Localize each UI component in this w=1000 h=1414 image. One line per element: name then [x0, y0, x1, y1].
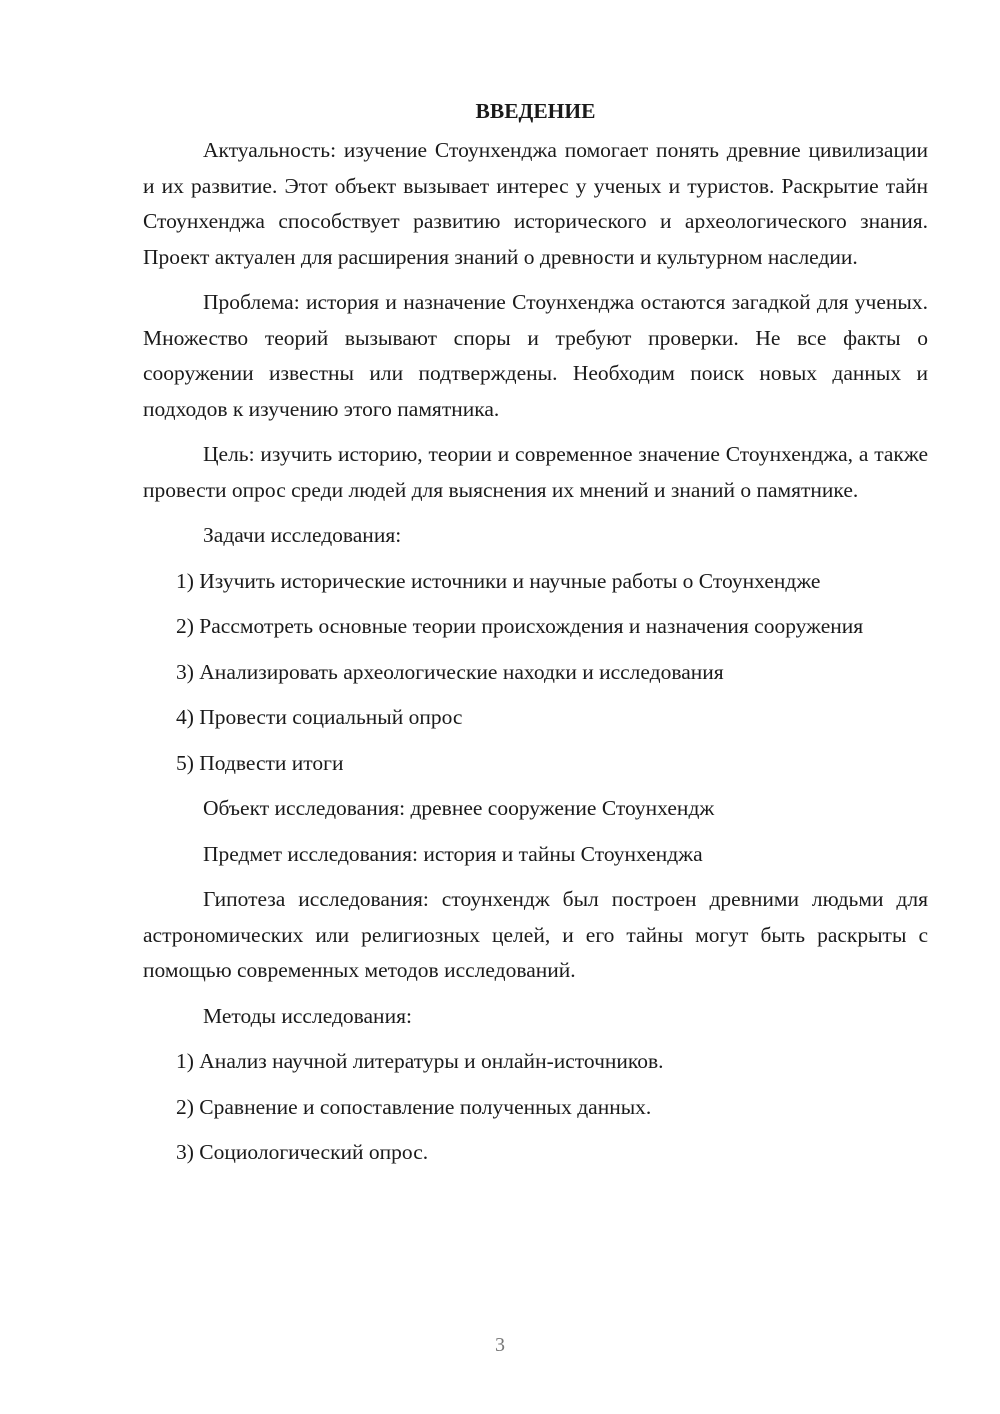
task-item: 5) Подвести итоги	[176, 750, 344, 775]
section-title: ВВЕДЕНИЕ	[475, 99, 596, 123]
goal-paragraph: Цель: изучить историю, теории и современное значение Стоунхенджа, а также провести опрос среди людей для выяснения их мнений и знаний о памятнике.	[143, 442, 928, 502]
methods-heading: Методы исследования:	[203, 1003, 412, 1028]
task-item: 2) Рассмотреть основные теории происхождения и назначения сооружения	[176, 614, 864, 638]
problem-paragraph: Проблема: история и назначение Стоунхенджа остаются загадкой для ученых. Множество теорий вызывают споры и требуют проверки. Не все факты о сооружении известны или подтверждены. Необходим поиск новых данных и подходов к изучению этого памятника.	[143, 290, 928, 421]
document-page	[143, 95, 928, 1181]
method-item: 3) Социологический опрос.	[176, 1140, 429, 1164]
method-item: 2) Сравнение и сопоставление полученных данных.	[176, 1094, 652, 1119]
method-item: 1) Анализ научной литературы и онлайн-источников.	[176, 1049, 664, 1073]
task-item: 4) Провести социальный опрос	[176, 705, 463, 729]
subject-paragraph: Предмет исследования: история и тайны Стоунхенджа	[203, 841, 703, 866]
task-item: 1) Изучить исторические источники и научные работы о Стоунхендже	[176, 568, 821, 593]
page-number: 3	[495, 1334, 505, 1356]
tasks-heading: Задачи исследования:	[203, 523, 402, 547]
relevance-paragraph: Актуальность: изучение Стоунхенджа помогает понять древние цивилизации и их развитие. Этот объект вызывает интерес у ученых и туристов. Раскрытие тайн Стоунхенджа способствует развитию исторического и археологического знания. Проект актуален для расширения знаний о древности и культурном наследии.	[143, 138, 928, 269]
task-item: 3) Анализировать археологические находки и исследования	[176, 659, 724, 684]
object-paragraph: Объект исследования: древнее сооружение Стоунхендж	[203, 796, 715, 820]
hypothesis-paragraph: Гипотеза исследования: стоунхендж был построен древними людьми для астрономических или религиозных целей, и его тайны могут быть раскрыты с помощью современных методов исследований.	[143, 887, 928, 982]
